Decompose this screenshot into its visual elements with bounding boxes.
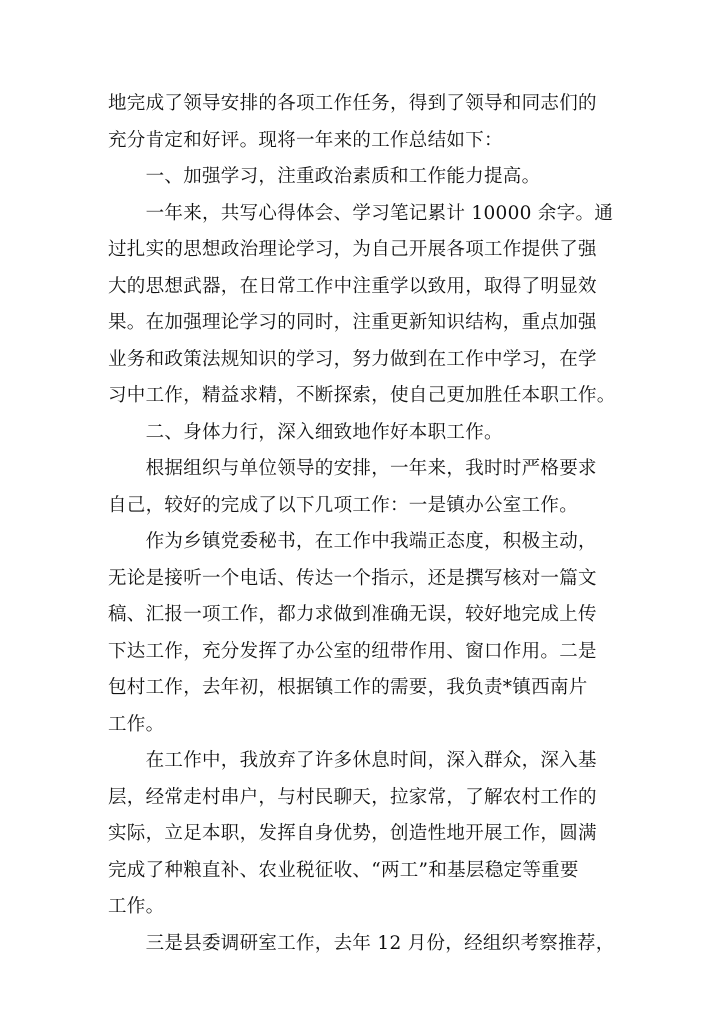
text-line: 作为乡镇党委秘书，在工作中我端正态度，积极主动， <box>108 531 597 552</box>
text-line: 根据组织与单位领导的安排，一年来，我时时严格要求 <box>108 458 597 479</box>
document-body <box>108 86 628 962</box>
text-line: 实际，立足本职，发挥自身优势，创造性地开展工作，圆满 <box>108 823 597 844</box>
text-line: 稿、汇报一项工作，都力求做到准确无误，较好地完成上传 <box>108 604 597 625</box>
text-line: 地完成了领导安排的各项工作任务，得到了领导和同志们的 <box>108 93 597 114</box>
text-line: 一年来，共写心得体会、学习笔记累计 10000 余字。通 <box>108 202 614 224</box>
section-heading: 二、身体力行，深入细致地作好本职工作。 <box>108 421 503 443</box>
text-line: 下达工作，充分发挥了办公室的纽带作用、窗口作用。二是 <box>108 640 597 662</box>
text-line: 在工作中，我放弃了许多休息时间，深入群众，深入基 <box>108 750 597 771</box>
text-line: 过扎实的思想政治理论学习，为自己开展各项工作提供了强 <box>108 239 597 260</box>
section-heading: 一、加强学习，注重政治素质和工作能力提高。 <box>108 166 541 187</box>
text-line: 业务和政策法规知识的学习，努力做到在工作中学习，在学 <box>108 348 597 370</box>
text-line: 三是县委调研室工作，去年 12 月份，经组织考察推荐， <box>108 932 615 954</box>
text-line: 大的思想武器，在日常工作中注重学以致用，取得了明显效 <box>108 275 597 297</box>
text-line: 工作。 <box>108 713 165 735</box>
text-line: 无论是接听一个电话、传达一个指示，还是撰写核对一篇文 <box>108 567 597 589</box>
text-line: 包村工作，去年初，根据镇工作的需要，我负责*镇西南片 <box>108 677 588 698</box>
text-line: 工作。 <box>108 896 165 917</box>
text-line: 习中工作，精益求精，不断探索，使自己更加胜任本职工作。 <box>108 385 616 406</box>
text-line: 完成了种粮直补、农业税征收、“两工”和基层稳定等重要 <box>108 859 579 881</box>
text-line: 层，经常走村串户，与村民聊天，拉家常，了解农村工作的 <box>108 786 597 808</box>
text-line: 果。在加强理论学习的同时，注重更新知识结构，重点加强 <box>108 312 597 333</box>
text-line: 自己，较好的完成了以下几项工作：一是镇办公室工作。 <box>108 494 579 516</box>
text-line: 充分肯定和好评。现将一年来的工作总结如下： <box>108 129 503 151</box>
